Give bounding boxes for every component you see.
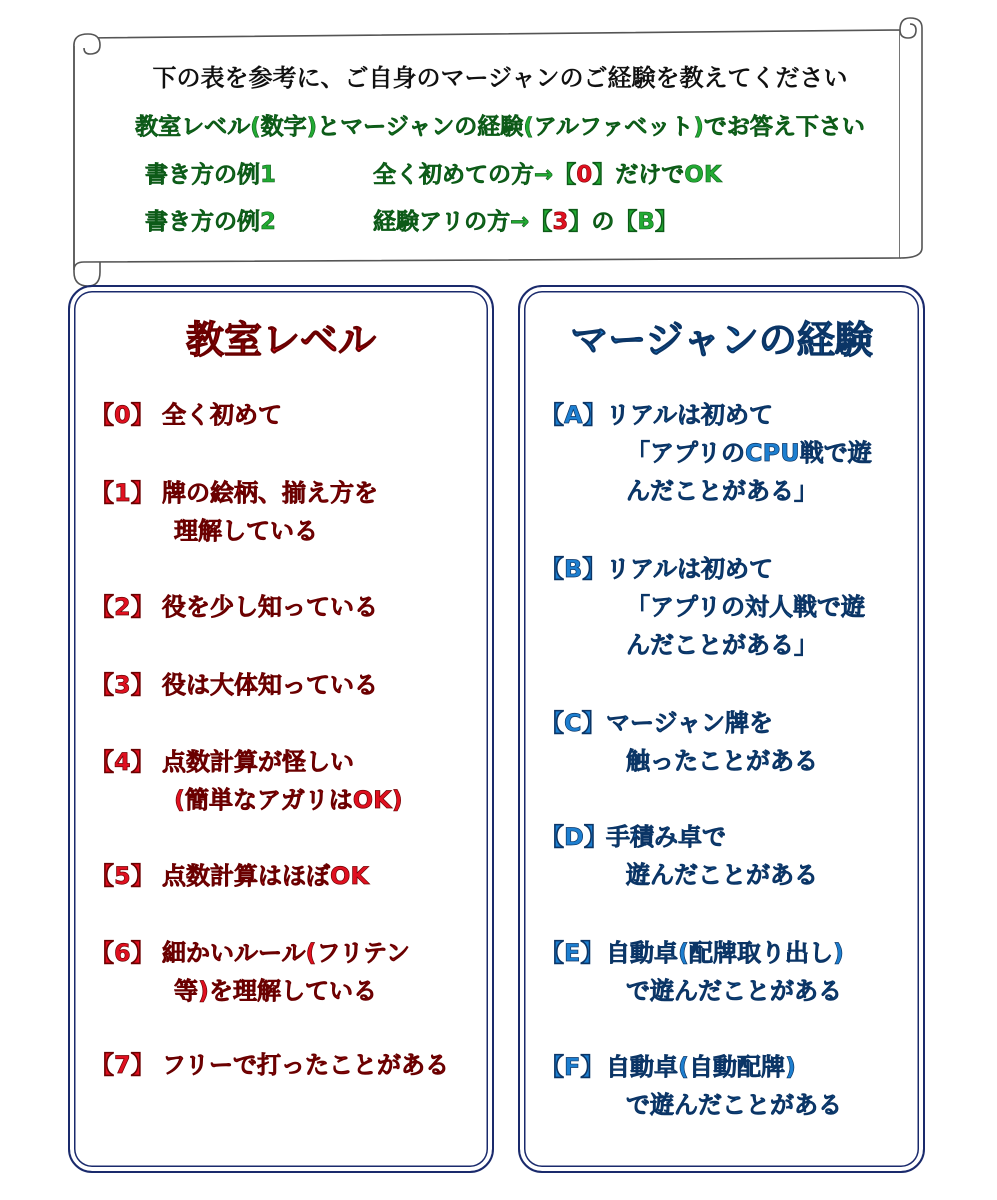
experience-code: 【F】 (540, 1053, 605, 1081)
example-2-label: 書き方の例2 (145, 209, 277, 235)
level-text: フリーで打ったことがある (162, 1051, 450, 1079)
level-text: 牌の絵柄、揃え方を (162, 479, 378, 507)
experience-text-continued: んだことがある」 (626, 477, 818, 505)
classroom-level-panel (68, 285, 494, 1173)
level-text-continued: 理解している (174, 517, 318, 545)
example-2-text-after: 】の【B】 (568, 209, 678, 235)
experience-text: 自動卓(自動配牌) (606, 1053, 796, 1081)
mahjong-experience-panel (518, 285, 925, 1173)
example-1-label: 書き方の例1 (145, 162, 277, 188)
experience-text: 手積み卓で (606, 823, 726, 851)
scroll-banner (0, 0, 997, 280)
level-code: 【3】 (90, 671, 155, 699)
experience-text-continued: 遊んだことがある (626, 861, 818, 889)
experience-text: リアルは初めて (606, 555, 774, 583)
example-1-text (373, 156, 722, 189)
example-1-text-before: 全く初めての方→【 (373, 162, 577, 188)
level-text: 役は大体知っている (162, 671, 378, 699)
experience-text-continued: 触ったことがある (626, 747, 818, 775)
experience-code: 【C】 (540, 709, 606, 737)
level-code: 【1】 (90, 479, 155, 507)
experience-text-continued: で遊んだことがある (626, 977, 842, 1005)
experience-text-continued: 「アプリの対人戦で遊 (626, 593, 866, 621)
experience-code: 【D】 (540, 823, 608, 851)
page-title: 下の表を参考に、ご自身のマージャンのご経験を教えてください (152, 64, 848, 92)
experience-text-continued: んだことがある」 (626, 631, 818, 659)
level-code: 【7】 (90, 1051, 155, 1079)
answer-instruction: 教室レベル(数字)とマージャンの経験(アルファベット)でお答え下さい (135, 114, 865, 140)
experience-text-continued: で遊んだことがある (626, 1091, 842, 1119)
experience-text: リアルは初めて (606, 401, 774, 429)
experience-text-continued: 「アプリのCPU戦で遊 (626, 439, 872, 467)
level-text-continued: (簡単なアガリはOK) (174, 786, 403, 814)
level-text: 点数計算が怪しい (162, 748, 354, 776)
example-1-text-after: 】だけでOK (592, 162, 722, 188)
level-text: 全く初めて (162, 401, 282, 429)
experience-text: マージャン牌を (606, 709, 774, 737)
classroom-level-title: 教室レベル (185, 318, 376, 362)
level-code: 【0】 (90, 401, 155, 429)
example-2-number: 3 (552, 209, 569, 235)
experience-code: 【B】 (540, 555, 607, 583)
example-2-text-before: 経験アリの方→【 (373, 209, 553, 235)
experience-text: 自動卓(配牌取り出し) (606, 939, 844, 967)
level-text: 役を少し知っている (162, 593, 378, 621)
example-2-text (373, 203, 678, 236)
experience-code: 【E】 (540, 939, 605, 967)
level-code: 【4】 (90, 748, 155, 776)
level-code: 【2】 (90, 593, 155, 621)
experience-code: 【A】 (540, 401, 607, 429)
mahjong-experience-title: マージャンの経験 (570, 318, 873, 362)
example-1-number: 0 (576, 162, 593, 188)
level-text: 点数計算はほぼOK (162, 862, 369, 890)
level-code: 【6】 (90, 939, 155, 967)
level-code: 【5】 (90, 862, 155, 890)
level-text-continued: 等)を理解している (174, 977, 377, 1005)
level-text: 細かいルール(フリテン (162, 939, 410, 967)
